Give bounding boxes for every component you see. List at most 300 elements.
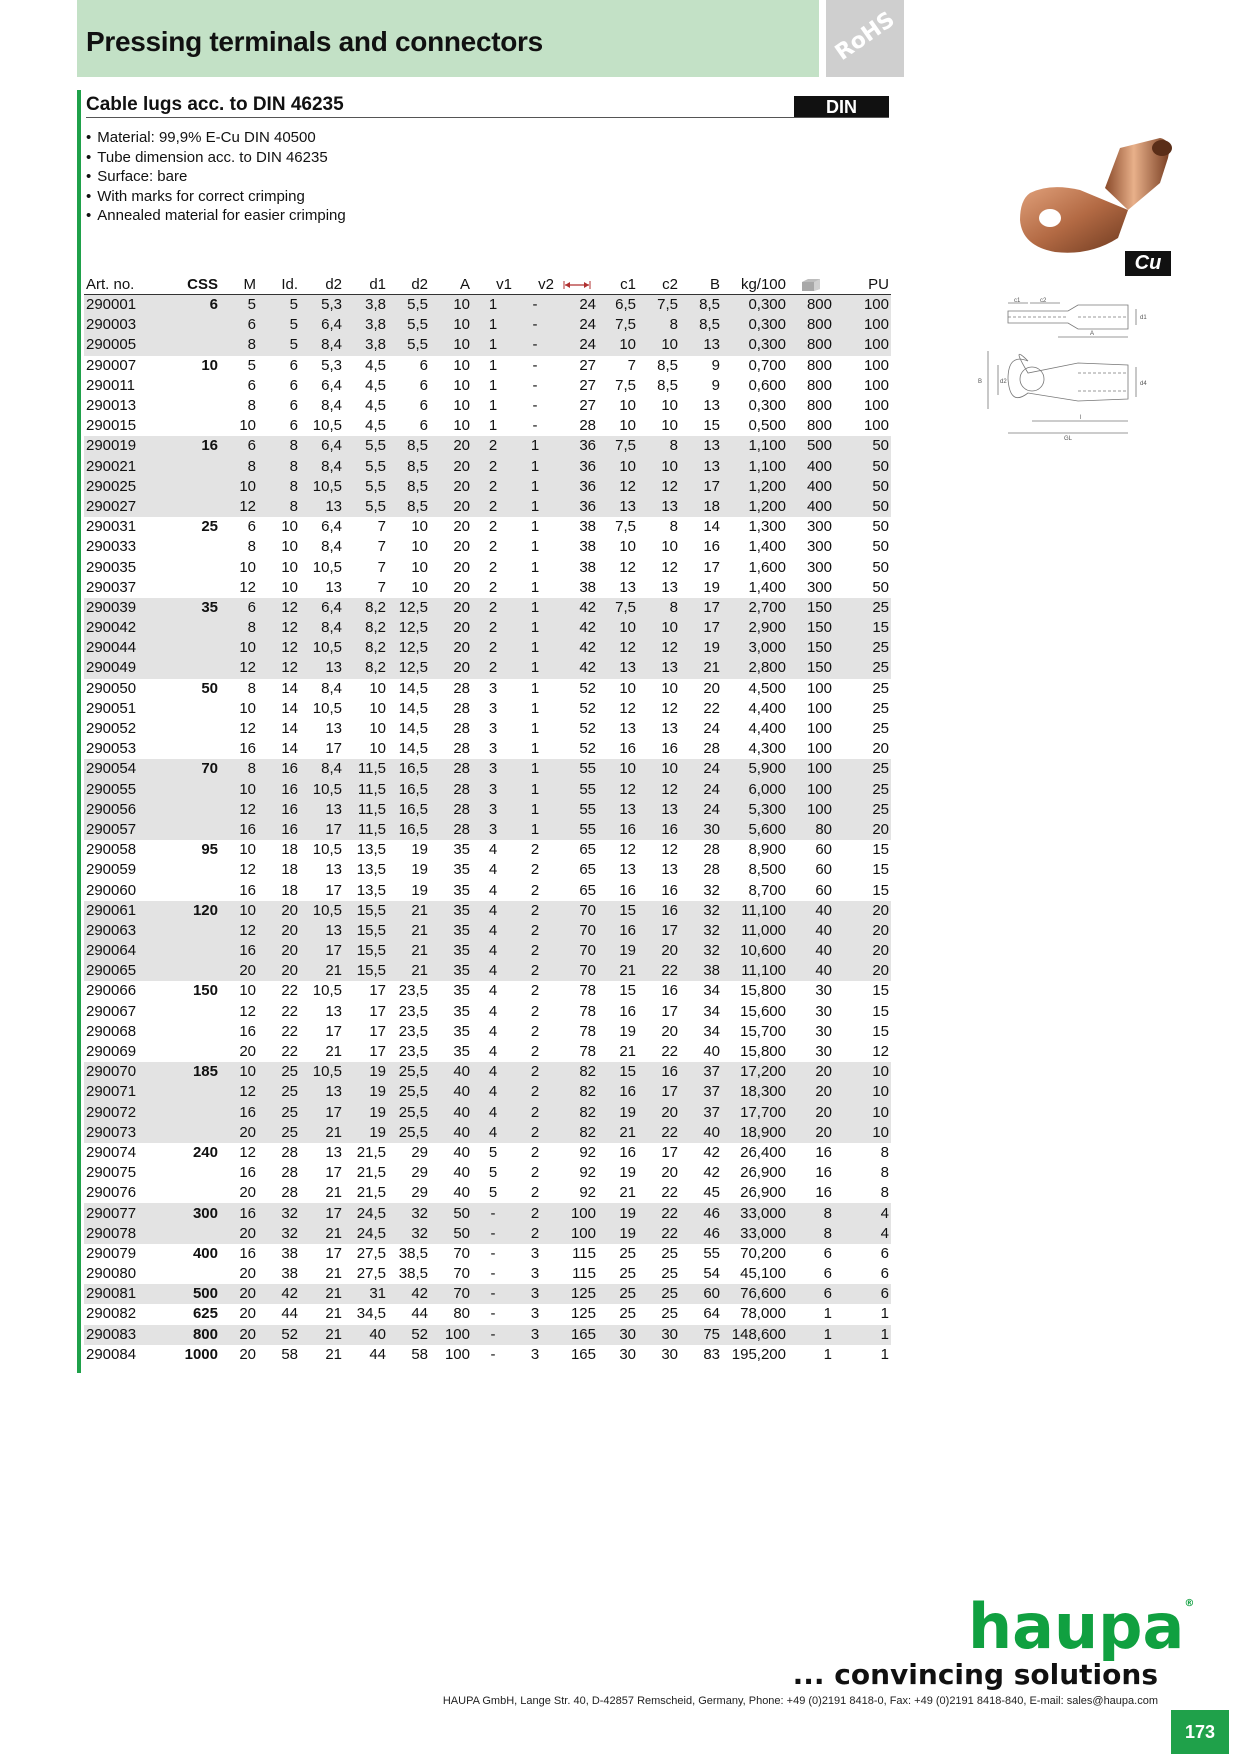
cell-b: 42 [703, 1143, 720, 1161]
cell-a: 70 [453, 1244, 470, 1262]
table-row [84, 780, 891, 800]
cell-b: 55 [703, 1244, 720, 1262]
cell-a: 35 [453, 861, 470, 879]
cell-d2: 17 [325, 881, 342, 899]
cell-art-no: 290057 [84, 820, 158, 840]
cell-art-no: 290015 [86, 417, 137, 435]
cell-d2: 13 [300, 800, 344, 820]
cell-id: 6 [289, 417, 298, 435]
cell-art-no: 290054 [84, 759, 158, 779]
table-row [84, 477, 891, 497]
cell-v2: 2 [530, 1184, 540, 1202]
cell-id: 25 [258, 1082, 300, 1102]
cell-length: 42 [556, 618, 598, 638]
col-header-length [556, 274, 598, 295]
cell-d2: 21 [300, 1123, 344, 1143]
cell-m: 20 [220, 961, 258, 981]
cell-css [158, 497, 220, 517]
cell-length: 70 [556, 901, 598, 921]
cell-v2: 1 [514, 759, 556, 779]
cell-pu: 4 [834, 1224, 891, 1244]
cell-length: 70 [556, 961, 598, 981]
cell-d2-b: 14,5 [398, 699, 428, 717]
cell-pu: 25 [834, 780, 891, 800]
cell-css [158, 800, 220, 820]
cell-d1: 19 [344, 1123, 388, 1143]
feature-item: • With marks for correct crimping [86, 187, 346, 207]
cell-c2: 25 [661, 1244, 678, 1262]
cell-b: 14 [703, 518, 720, 536]
cell-m: 6 [247, 518, 256, 536]
table-row [84, 315, 891, 335]
col-header-c1: c1 [598, 274, 638, 295]
cell-b: 32 [680, 901, 722, 921]
cell-weight: 2,800 [722, 658, 788, 678]
cell-m: 20 [239, 1345, 256, 1363]
cell-d2-b: 5,5 [388, 335, 430, 355]
col-header-art-no: Art. no. [84, 274, 158, 295]
cell-pu: 100 [863, 356, 889, 374]
cell-a: 20 [430, 477, 472, 497]
cell-id: 12 [258, 658, 300, 678]
cell-weight: 1,100 [722, 457, 788, 477]
cell-a: 70 [453, 1265, 470, 1283]
cell-weight: 4,500 [748, 679, 786, 697]
cell-d2: 10,5 [312, 558, 342, 576]
cell-c1: 19 [598, 1224, 638, 1244]
cell-c1: 13 [619, 861, 636, 879]
cell-length: 38 [579, 558, 596, 576]
cell-d2-b: 8,5 [388, 457, 430, 477]
cell-length: 70 [556, 921, 598, 941]
cell-length: 82 [556, 1082, 598, 1102]
cell-id: 16 [258, 759, 300, 779]
feature-item: • Annealed material for easier crimping [86, 206, 346, 226]
cell-css [158, 658, 220, 678]
cell-b: 19 [680, 638, 722, 658]
cell-d2-b: 42 [388, 1284, 430, 1304]
cell-v2: 3 [514, 1325, 556, 1345]
cell-weight: 76,600 [722, 1284, 788, 1304]
cell-box: 100 [788, 800, 834, 820]
table-row [84, 1203, 891, 1223]
cell-art-no: 290025 [84, 477, 158, 497]
cell-v1: 4 [472, 1062, 514, 1082]
cell-length: 36 [556, 477, 598, 497]
cell-m: 10 [220, 1062, 258, 1082]
table-row [84, 1062, 891, 1082]
cell-c1: 10 [598, 457, 638, 477]
cell-id: 28 [281, 1143, 298, 1161]
cell-id: 22 [281, 1022, 298, 1040]
cell-c2: 13 [661, 578, 678, 596]
cell-box: 300 [806, 518, 832, 536]
cell-v2: 2 [514, 941, 556, 961]
cell-v2: - [514, 295, 556, 316]
cell-c2: 16 [661, 740, 678, 758]
cell-v2: 2 [514, 921, 556, 941]
cell-d2-b: 38,5 [398, 1244, 428, 1262]
cell-d1: 5,5 [344, 477, 388, 497]
cell-b: 19 [703, 578, 720, 596]
cell-weight: 4,400 [748, 699, 786, 717]
cell-v1: 2 [488, 538, 498, 556]
cell-box: 40 [788, 901, 834, 921]
cell-length: 65 [579, 841, 596, 859]
cell-weight: 6,000 [722, 780, 788, 800]
cell-d2: 6,4 [300, 315, 344, 335]
cell-c1: 12 [598, 477, 638, 497]
col-header-a: A [430, 274, 472, 295]
cell-d2: 8,4 [300, 618, 344, 638]
cell-c2: 10 [661, 417, 678, 435]
cell-c2: 22 [638, 961, 680, 981]
cell-c1: 7,5 [598, 436, 638, 456]
cell-pu: 20 [834, 961, 891, 981]
cell-art-no: 290082 [86, 1305, 137, 1323]
cell-weight: 0,700 [748, 356, 786, 374]
cell-pu: 8 [880, 1184, 889, 1202]
cell-c2: 20 [638, 941, 680, 961]
cell-weight: 0,300 [722, 335, 788, 355]
cell-v1: 3 [488, 720, 498, 738]
cell-weight: 2,700 [722, 598, 788, 618]
rohs-badge [826, 0, 904, 77]
cell-id: 32 [258, 1203, 300, 1223]
logo-text: haupa [968, 1590, 1185, 1663]
cell-d2: 6,4 [321, 376, 342, 394]
cell-v2: - [532, 397, 538, 415]
cell-a: 40 [430, 1103, 472, 1123]
cell-c1: 25 [619, 1265, 636, 1283]
cell-a: 10 [453, 376, 470, 394]
cell-d1: 13,5 [356, 841, 386, 859]
cell-d1: 8,2 [344, 658, 388, 678]
cell-pu: 10 [834, 1103, 891, 1123]
cell-length: 55 [556, 759, 598, 779]
cell-b: 34 [703, 1022, 720, 1040]
cell-weight: 8,500 [748, 861, 786, 879]
cell-length: 55 [556, 780, 598, 800]
cell-v1: - [490, 1345, 496, 1363]
cell-v2: - [532, 417, 538, 435]
cell-d1: 44 [369, 1345, 386, 1363]
cell-v1: 4 [472, 1082, 514, 1102]
cell-pu: 1 [880, 1305, 889, 1323]
cell-box: 40 [788, 941, 834, 961]
cell-art-no: 290065 [84, 961, 158, 981]
cell-d2-b: 23,5 [398, 1002, 428, 1020]
cell-art-no: 290031 [86, 518, 137, 536]
cell-art-no: 290060 [86, 881, 137, 899]
cell-d2-b: 21 [388, 921, 430, 941]
table-row [84, 880, 891, 900]
cell-css [158, 1002, 220, 1022]
cell-art-no: 290073 [84, 1123, 158, 1143]
cell-v2: 1 [514, 658, 556, 678]
cell-v1: 3 [472, 820, 514, 840]
cell-weight: 11,000 [722, 921, 788, 941]
cell-art-no: 290001 [84, 295, 158, 316]
cell-art-no: 290076 [86, 1184, 137, 1202]
cell-d2-b: 8,5 [388, 477, 430, 497]
cell-c2: 12 [638, 638, 680, 658]
cell-v1: 4 [472, 1103, 514, 1123]
table-row [84, 598, 891, 618]
cell-weight: 1,400 [748, 578, 786, 596]
cell-weight: 11,100 [722, 961, 788, 981]
cell-b: 8,5 [680, 295, 722, 316]
cell-c1: 25 [619, 1244, 636, 1262]
cell-length: 82 [556, 1103, 598, 1123]
cell-c2: 8 [638, 598, 680, 618]
cell-d2: 13 [325, 720, 342, 738]
cell-a: 20 [430, 598, 472, 618]
cell-weight: 15,800 [740, 982, 786, 1000]
cell-a: 20 [453, 518, 470, 536]
cell-d2-b: 29 [411, 1143, 428, 1161]
cell-css: 95 [201, 841, 218, 859]
cell-c1: 16 [598, 820, 638, 840]
cell-v1: 2 [472, 598, 514, 618]
cell-d1: 21,5 [356, 1143, 386, 1161]
cell-d2: 5,3 [300, 295, 344, 316]
cell-c1: 21 [619, 1043, 636, 1061]
drawing-label-c1: c1 [1014, 298, 1021, 304]
cell-v1: 1 [472, 315, 514, 335]
cell-d1: 11,5 [344, 759, 388, 779]
cell-id: 14 [281, 679, 298, 697]
cell-weight: 0,500 [748, 417, 786, 435]
cell-d2-b: 6 [419, 376, 428, 394]
cell-d2: 17 [325, 1022, 342, 1040]
cell-v2: 1 [514, 477, 556, 497]
cell-length: 82 [556, 1123, 598, 1143]
cell-length: 52 [579, 740, 596, 758]
cell-length: 27 [579, 397, 596, 415]
cell-id: 28 [281, 1184, 298, 1202]
cell-box: 400 [788, 497, 834, 517]
table-row [84, 820, 891, 840]
cell-length: 78 [579, 982, 596, 1000]
cell-m: 8 [247, 679, 256, 697]
table-row [84, 679, 891, 699]
cell-b: 22 [703, 699, 720, 717]
cell-c1: 10 [598, 335, 638, 355]
cell-m: 20 [220, 1325, 258, 1345]
cell-length: 27 [579, 356, 596, 374]
cell-box: 100 [806, 679, 832, 697]
cell-v2: 1 [514, 638, 556, 658]
page-title: Pressing terminals and connectors [86, 26, 543, 57]
cell-m: 8 [247, 397, 256, 415]
cell-pu: 50 [872, 538, 889, 556]
table-row [84, 335, 891, 355]
cell-d2-b: 58 [411, 1345, 428, 1363]
cell-a: 20 [430, 638, 472, 658]
cell-box: 800 [806, 356, 832, 374]
cell-pu: 20 [834, 901, 891, 921]
cell-box: 60 [815, 881, 832, 899]
col-header-d1: d1 [344, 274, 388, 295]
drawing-label-a: A [1090, 331, 1095, 337]
cell-c1: 16 [598, 1082, 638, 1102]
cell-weight: 3,000 [722, 638, 788, 658]
cell-a: 100 [430, 1325, 472, 1345]
cell-css: 1000 [184, 1345, 218, 1363]
cell-length: 115 [572, 1244, 596, 1262]
cell-v2: 3 [530, 1244, 540, 1262]
cell-v2: 1 [514, 800, 556, 820]
cell-b: 42 [703, 1164, 720, 1182]
cell-b: 60 [680, 1284, 722, 1304]
cell-m: 8 [220, 618, 258, 638]
cell-art-no: 290066 [86, 982, 137, 1000]
cell-d1: 40 [344, 1325, 388, 1345]
cell-c2: 8,5 [657, 356, 678, 374]
cell-pu: 25 [834, 658, 891, 678]
cell-c1: 21 [619, 1184, 636, 1202]
cell-a: 20 [430, 658, 472, 678]
cell-weight: 11,100 [722, 901, 788, 921]
cell-art-no: 290070 [84, 1062, 158, 1082]
table-row [84, 739, 891, 759]
col-header-c2: c2 [638, 274, 680, 295]
cell-b: 17 [680, 598, 722, 618]
cell-weight: 18,900 [722, 1123, 788, 1143]
cell-c2: 10 [661, 679, 678, 697]
cell-weight: 26,400 [740, 1143, 786, 1161]
table-row [84, 1042, 891, 1062]
cell-v1: - [472, 1284, 514, 1304]
cell-a: 10 [430, 315, 472, 335]
cell-d2-b: 23,5 [398, 982, 428, 1000]
cell-box: 40 [788, 961, 834, 981]
cell-m: 5 [220, 295, 258, 316]
cell-c2: 10 [661, 397, 678, 415]
section-title: Cable lugs acc. to DIN 46235 [86, 94, 344, 115]
cell-m: 16 [239, 1244, 256, 1262]
cell-length: 27 [579, 376, 596, 394]
cell-a: 10 [430, 335, 472, 355]
col-header-d2-b: d2 [388, 274, 430, 295]
cell-box: 800 [788, 335, 834, 355]
cell-art-no: 290078 [84, 1224, 158, 1244]
section-accent-bar [77, 90, 81, 1373]
cell-length: 36 [556, 436, 598, 456]
table-row [84, 537, 891, 557]
cell-v2: 3 [530, 1345, 540, 1363]
cell-css [158, 638, 220, 658]
cell-d2-b: 14,5 [398, 720, 428, 738]
cell-v1: 5 [488, 1164, 498, 1182]
cell-c1: 25 [619, 1305, 636, 1323]
cell-b: 24 [680, 759, 722, 779]
cell-pu: 25 [872, 679, 889, 697]
cell-m: 12 [220, 921, 258, 941]
table-row [84, 981, 891, 1001]
cell-length: 36 [556, 497, 598, 517]
cell-weight: 1,300 [748, 518, 786, 536]
length-arrow-icon [563, 280, 591, 290]
spec-table [84, 274, 891, 1365]
cell-css [158, 557, 220, 577]
cell-b: 8,5 [680, 315, 722, 335]
cell-box: 30 [815, 1043, 832, 1061]
cell-weight: 10,600 [722, 941, 788, 961]
cell-m: 8 [220, 759, 258, 779]
cell-c2: 25 [661, 1265, 678, 1283]
cell-v1: 3 [488, 699, 498, 717]
cell-d2: 21 [300, 1325, 344, 1345]
cell-c2: 8,5 [657, 376, 678, 394]
cell-css: 16 [158, 436, 220, 456]
cell-c1: 19 [619, 1022, 636, 1040]
table-row [84, 1264, 891, 1284]
table-row [84, 1325, 891, 1345]
table-body [84, 295, 891, 1365]
cell-d1: 3,8 [344, 315, 388, 335]
cell-d2: 10,5 [312, 841, 342, 859]
cell-m: 6 [220, 598, 258, 618]
cell-b: 38 [680, 961, 722, 981]
cell-d2-b: 21 [388, 941, 430, 961]
cell-id: 38 [281, 1265, 298, 1283]
cell-b: 32 [680, 941, 722, 961]
cell-v2: 2 [514, 1123, 556, 1143]
cell-v2: - [514, 315, 556, 335]
cell-length: 52 [579, 720, 596, 738]
cell-pu: 25 [872, 720, 889, 738]
cell-id: 8 [258, 457, 300, 477]
cell-css: 25 [201, 518, 218, 536]
cell-d2: 13 [300, 1082, 344, 1102]
cell-m: 16 [220, 1103, 258, 1123]
cell-pu: 100 [834, 335, 891, 355]
cell-m: 16 [220, 1203, 258, 1223]
cell-b: 46 [680, 1203, 722, 1223]
cell-m: 16 [239, 740, 256, 758]
cell-c2: 10 [638, 618, 680, 638]
cell-length: 42 [556, 598, 598, 618]
cell-c1: 15 [598, 1062, 638, 1082]
cell-box: 400 [788, 477, 834, 497]
cell-a: 50 [430, 1224, 472, 1244]
cell-d1: 10 [369, 699, 386, 717]
cell-length: 24 [556, 315, 598, 335]
cell-weight: 1,200 [722, 477, 788, 497]
cell-b: 28 [703, 841, 720, 859]
cell-pu: 50 [834, 436, 891, 456]
cell-v1: - [472, 1325, 514, 1345]
cell-m: 12 [239, 578, 256, 596]
cell-a: 10 [453, 356, 470, 374]
cell-d2: 21 [325, 1265, 342, 1283]
cell-c2: 13 [661, 861, 678, 879]
cell-c2: 13 [638, 658, 680, 678]
cell-c2: 17 [638, 921, 680, 941]
cell-pu: 50 [834, 457, 891, 477]
cell-d2-b: 29 [411, 1164, 428, 1182]
cell-pu: 50 [834, 497, 891, 517]
cell-pu: 20 [872, 740, 889, 758]
cell-m: 12 [239, 720, 256, 738]
cell-css: 120 [158, 901, 220, 921]
cell-v2: 1 [530, 679, 540, 697]
cell-id: 18 [281, 881, 298, 899]
cell-v1: 1 [472, 295, 514, 316]
cell-v2: 3 [514, 1284, 556, 1304]
